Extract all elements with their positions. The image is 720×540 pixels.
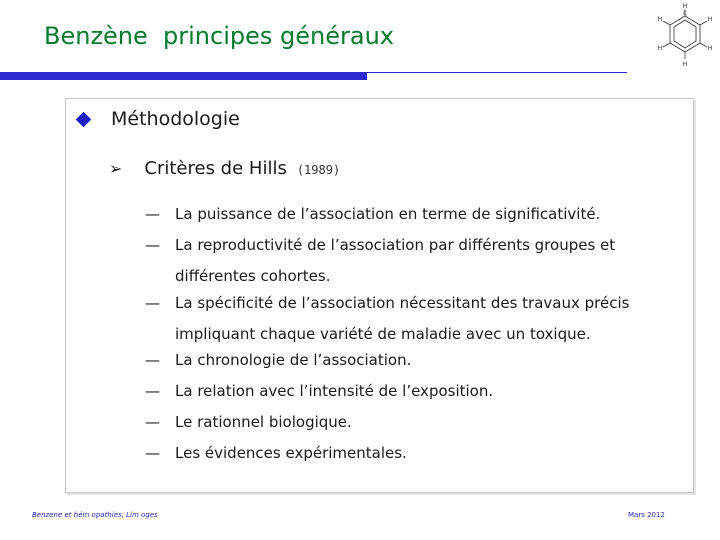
list-item (145, 199, 675, 230)
dash-bullet: — (145, 382, 160, 400)
svg-text:H: H (707, 45, 713, 52)
title-underline-thick (0, 72, 367, 80)
diamond-bullet-icon (76, 111, 92, 127)
dash-bullet: — (145, 351, 160, 369)
list-item (145, 376, 675, 407)
footer-source: Benzene et hém opathies, Lim oges (32, 511, 158, 519)
dash-bullet: — (145, 444, 160, 462)
svg-text:H: H (657, 16, 663, 23)
level2-label: Critères de Hills (144, 158, 287, 179)
list-item (145, 230, 675, 292)
level2-year: (1989) (296, 163, 341, 177)
dash-bullet: — (145, 205, 160, 223)
list-item-text: Les évidences expérimentales. (175, 444, 407, 462)
list-item-text: La spécificité de l’association nécessitant des travaux précis impliquant chaque variété de maladie avec un toxique. (175, 294, 630, 343)
list-item (145, 438, 675, 469)
level1-label: Méthodologie (111, 108, 240, 130)
dash-bullet: — (145, 236, 160, 254)
list-item-text: La relation avec l’intensité de l’exposition. (175, 382, 494, 400)
svg-text:C: C (683, 11, 687, 17)
list-item-text: La reproductivité de l’association par différents groupes et différentes cohortes. (175, 236, 616, 285)
title-underline-thin (367, 72, 627, 73)
arrow-bullet-icon: ➢ (109, 159, 123, 178)
list-item (145, 407, 675, 438)
bullet-level2 (109, 158, 340, 179)
svg-text:H: H (682, 3, 688, 10)
svg-text:H: H (657, 45, 663, 52)
list-item (145, 345, 675, 376)
list-item-text: Le rationnel biologique. (175, 413, 352, 431)
bullet-level1 (74, 108, 240, 130)
benzene-structure-icon (648, 2, 720, 70)
svg-text:H: H (682, 61, 688, 68)
slide-title: Benzène principes généraux (44, 22, 394, 50)
list-item-text: La puissance de l’association en terme de significativité. (175, 205, 601, 223)
footer-date: Mars 2012 (628, 511, 665, 519)
dash-bullet: — (145, 294, 160, 312)
dash-bullet: — (145, 413, 160, 431)
list-item (145, 288, 675, 350)
list-item-text: La chronologie de l’association. (175, 351, 412, 369)
svg-text:H: H (707, 16, 713, 23)
